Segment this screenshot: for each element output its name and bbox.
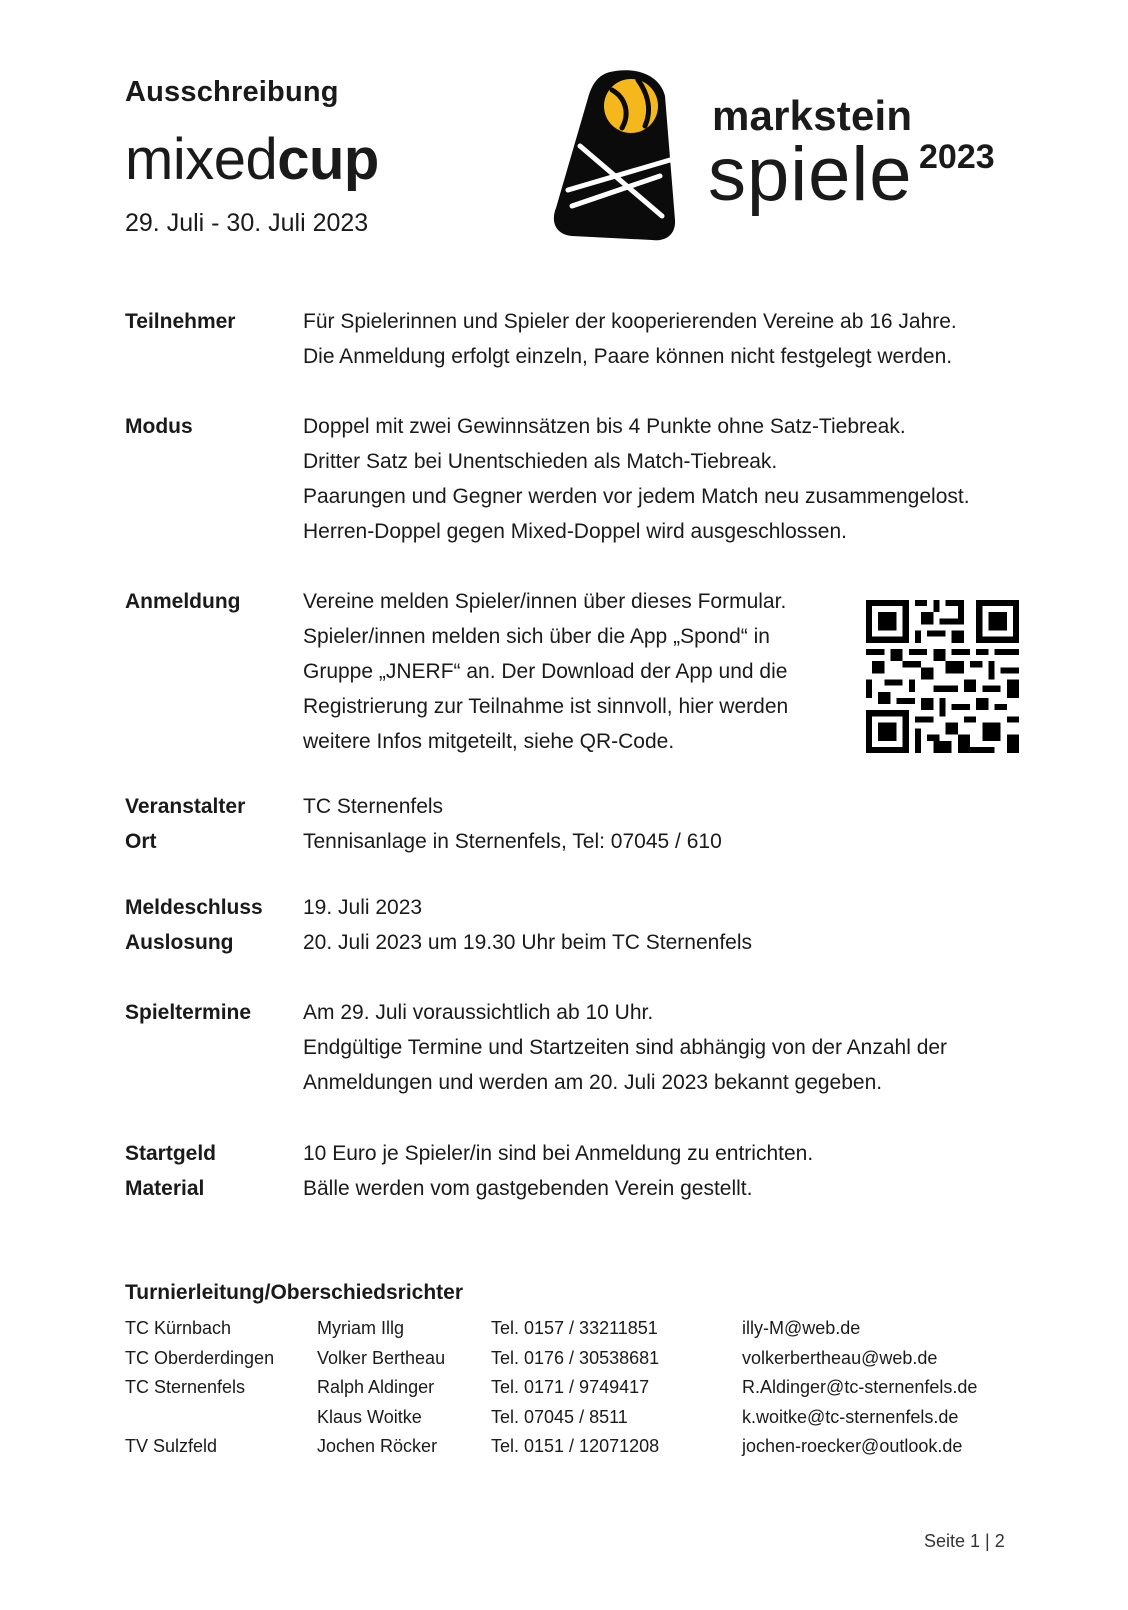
text-line: Endgültige Termine und Startzeiten sind abhängig von der Anzahl der	[303, 1036, 948, 1059]
contact-phone[interactable]: Tel. 07045 / 8511	[491, 1406, 628, 1427]
text-line: Paarungen und Gegner werden vor jedem Match neu zusammengelost.	[303, 485, 970, 508]
text-line: Für Spielerinnen und Spieler der kooperierenden Vereine ab 16 Jahre.	[303, 310, 957, 333]
section-text: 20. Juli 2023 um 19.30 Uhr beim TC Sternenfels	[303, 931, 753, 954]
section-label: Veranstalter	[125, 795, 246, 818]
section-label: Auslosung	[125, 931, 234, 954]
section-text	[303, 409, 970, 549]
section-label: Material	[125, 1177, 205, 1200]
contact-phone[interactable]: Tel. 0176 / 30538681	[491, 1347, 660, 1368]
section-text: Bälle werden vom gastgebenden Verein gestellt.	[303, 1177, 753, 1200]
contact-name: Klaus Woitke	[317, 1406, 422, 1427]
section-label: Startgeld	[125, 1142, 217, 1165]
contact-phone[interactable]: Tel. 0157 / 33211851	[491, 1318, 658, 1338]
contact-club: TC Sternenfels	[125, 1377, 246, 1397]
text-line: weitere Infos mitgeteilt, siehe QR-Code.	[303, 730, 675, 753]
contact-name: Ralph Aldinger	[317, 1377, 435, 1397]
contact-email[interactable]: volkerbertheau@web.de	[742, 1347, 938, 1368]
document-type: Ausschreibung	[125, 76, 339, 108]
section-text: Tennisanlage in Sternenfels, Tel: 07045 / 610	[303, 830, 722, 853]
text-line: Dritter Satz bei Unentschieden als Match-Tiebreak.	[303, 450, 778, 473]
contact-name: Volker Bertheau	[317, 1347, 446, 1368]
section-label: Teilnehmer	[125, 310, 236, 333]
section-text	[303, 584, 788, 759]
text-line: Gruppe „JNERF“ an. Der Download der App und die	[303, 660, 788, 683]
event-title-light: mixed	[125, 127, 278, 192]
page-number: Seite 1 | 2	[924, 1531, 1005, 1551]
text-line: Am 29. Juli voraussichtlich ab 10 Uhr.	[303, 1001, 654, 1024]
section-label: Ort	[125, 830, 157, 853]
text-line: Registrierung zur Teilnahme ist sinnvoll, hier werden	[303, 695, 789, 718]
section-label: Meldeschluss	[125, 896, 263, 919]
contacts-title: Turnierleitung/Oberschiedsrichter	[125, 1281, 464, 1304]
qr-code-icon[interactable]	[866, 600, 1019, 753]
section-label: Spieltermine	[125, 1001, 252, 1024]
event-dates: 29. Juli - 30. Juli 2023	[125, 209, 369, 237]
text-line: Doppel mit zwei Gewinnsätzen bis 4 Punkte ohne Satz-Tiebreak.	[303, 415, 906, 438]
contact-email[interactable]: jochen-roecker@outlook.de	[742, 1436, 963, 1456]
section-text	[303, 995, 947, 1100]
text-line: Vereine melden Spieler/innen über dieses Formular.	[303, 590, 787, 613]
contact-email[interactable]: R.Aldinger@tc-sternenfels.de	[742, 1377, 978, 1397]
section-label: Anmeldung	[125, 590, 241, 613]
text-line: Die Anmeldung erfolgt einzeln, Paare können nicht festgelegt werden.	[303, 345, 953, 368]
section-text: 19. Juli 2023	[303, 896, 423, 919]
event-title	[125, 128, 379, 192]
section-text: TC Sternenfels	[303, 795, 444, 818]
logo-year: 2023	[919, 138, 995, 176]
contact-name: Myriam Illg	[317, 1318, 405, 1338]
section-label: Modus	[125, 415, 193, 438]
contact-phone[interactable]: Tel. 0171 / 9749417	[491, 1377, 650, 1397]
tennis-ball-badge-icon	[552, 68, 677, 243]
text-line: Herren-Doppel gegen Mixed-Doppel wird ausgeschlossen.	[303, 520, 847, 543]
logo-wordmark-top: markstein	[712, 92, 913, 139]
logo-wordmark-bottom: spiele	[708, 132, 913, 217]
contact-email[interactable]: illy-M@web.de	[742, 1318, 861, 1338]
text-line: Spieler/innen melden sich über die App „Spond“ in	[303, 625, 770, 648]
section-text	[303, 304, 957, 374]
contact-club: TC Kürnbach	[125, 1318, 232, 1338]
contact-club: TV Sulzfeld	[125, 1436, 218, 1456]
contact-phone[interactable]: Tel. 0151 / 12071208	[491, 1436, 660, 1456]
contact-club: TC Oberderdingen	[125, 1347, 275, 1368]
contact-email[interactable]: k.woitke@tc-sternenfels.de	[742, 1406, 959, 1427]
contact-name: Jochen Röcker	[317, 1436, 438, 1456]
section-text: 10 Euro je Spieler/in sind bei Anmeldung zu entrichten.	[303, 1142, 814, 1165]
text-line: Anmeldungen und werden am 20. Juli 2023 bekannt gegeben.	[303, 1071, 883, 1094]
event-title-bold: cup	[277, 127, 379, 192]
